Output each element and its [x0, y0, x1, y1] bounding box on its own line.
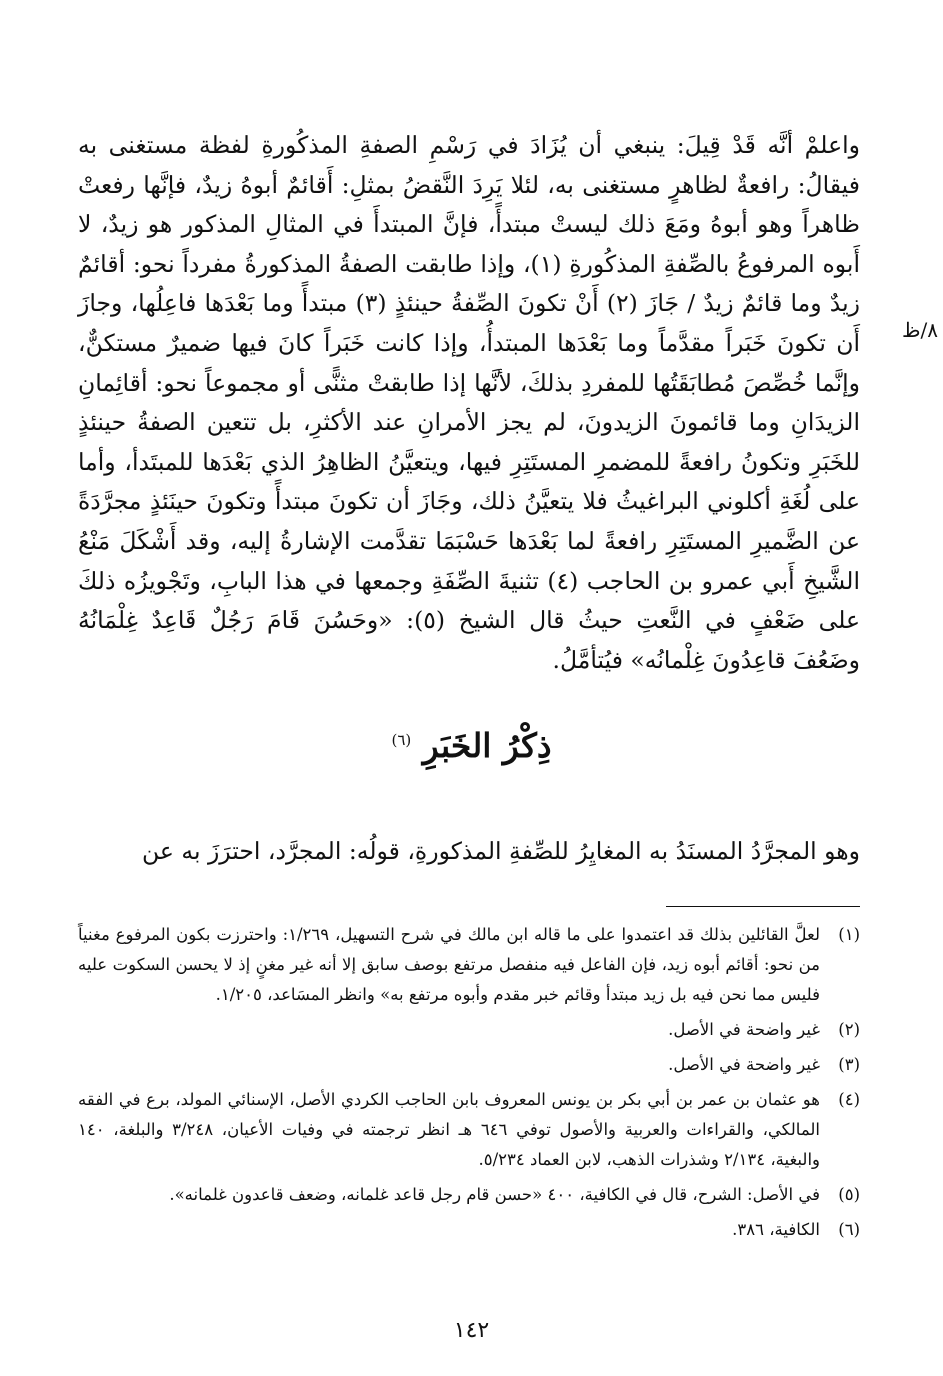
footnote-text: الكافية، ٣٨٦. [732, 1220, 820, 1239]
footnote-number: (٢) [838, 1020, 860, 1039]
manuscript-folio-mark: ٨/ظ [902, 318, 938, 342]
footnote [78, 920, 860, 1010]
footnote-number: (٦) [838, 1220, 860, 1239]
section-paragraph: وهو المجرَّدُ المسنَدُ به المغايِرُ للصِّفةِ المذكورةِ، قولُه: المجرَّد، احترَزَ به عن [141, 837, 860, 865]
footnote-number: (٤) [838, 1090, 860, 1109]
page-number: ١٤٢ [453, 1318, 490, 1343]
footnote-number: (٥) [838, 1185, 860, 1204]
footnotes-list [78, 920, 860, 1250]
footnote [78, 1180, 860, 1210]
footnote-number: (٣) [838, 1055, 860, 1074]
footnote-text: غير واضحة في الأصل. [668, 1020, 820, 1039]
section-heading-footnote-ref: (٦) [391, 731, 412, 749]
main-paragraph: واعلمْ أنَّه قَدْ قِيلَ: ينبغي أن يُزَادَ في رَسْمِ الصفةِ المذكُورةِ لفظة مستغنى به فيقالُ: رافعةٌ لظاهرٍ مستغنى به، لئلا يَرِدَ النَّقضُ بمثلِ: أَقائمٌ أبوهُ زيدٌ، فإنَّها رفعتْ ظاهراً وهو أبوهُ ومَعَ ذلك ليستْ مبتدأً، فإنَّ المبتدأَ في المثالِ المذكور هو زيدٌ، لا أَبوه المرفوعُ بالصِّفةِ المذكُورةِ (١)، وإذا طابقت الصفةُ المذكورةُ مفرداً نحو: أقائمٌ زيدٌ وما قائمٌ زيدٌ / جَازَ (٢) أَنْ تكونَ الصِّفةُ حينئذٍ (٣) مبتدأً وما بَعْدَها فاعِلُها، وجازَ أَن تكونَ خَبَراً مقدَّماً وما بَعْدَها المبتدأُ، وإذا كانت خَبَراً كانَ فيها ضميرٌ مستكنٌّ، وإنَّما خُصِّصَ مُطابَقَتُها للمفردِ بذلكَ، لأنَّها إذا طابقتْ مثنًّى أو مجموعاً نحو: أقائِمانِ الزيدَانِ وما قائمونَ الزيدونَ، لم يجز الأمرانِ عند الأكثرِ، بل تتعين الصفةُ حينئذٍ للخَبَرِ وتكونُ رافعةً للمضمرِ المستَتِرِ فيها، ويتعيَّنُ الظاهِرُ الذي بَعْدَها للمبتَدأ، وأما على لُغَةِ أكلوني البراغيثُ فلا يتعيَّنُ ذلك، وجَازَ أن تكونَ مبتدأً وتكونَ حينَئذٍ مجرَّدَةً عن الضَّميرِ المستَتِرِ رافعةً لما بَعْدَها حَسْبَمَا تقدَّمت الإشارةُ إليه، وقد أَشْكَلَ مَنْعُ الشَّيخِ أَبي عمرو بن الحاجب (٤) تثنيةَ الصِّفَةِ وجمعها في هذا البابِ، وتَجْويزُه ذلكَ على ضَعْفٍ في النَّعتِ حيثُ قال الشيخ (٥): «وحَسُنَ قَامَ رَجُلٌ قَاعِدٌ غِلْمَانُهُ وضَعُفَ قاعِدُونَ غِلْمانُه» فيُتأمَّلُ. [78, 131, 860, 674]
footnote [78, 1015, 860, 1045]
footnote-text: في الأصل: الشرح، قال في الكافية، ٤٠٠ «حسن قام رجل قاعد غلمانه، وضعف قاعدون غلمانه». [169, 1185, 820, 1204]
footnote-separator [666, 906, 860, 907]
footnote-text: غير واضحة في الأصل. [668, 1055, 820, 1074]
footnote [78, 1050, 860, 1080]
footnote [78, 1085, 860, 1175]
section-heading-text: ذِكْرُ الخَبَرِ [422, 726, 552, 765]
footnote [78, 1215, 860, 1245]
footnote-text: لعلَّ القائلين بذلك قد اعتمدوا على ما قاله ابن مالك في شرح التسهيل، ١/٢٦٩: واحترزت بكون المرفوع مغنياً من نحو: أقائم أبوه زيد، فإن الفاعل فيه منفصل مرتفع بوصف سابق إلا أنه غير مغنٍ إذ لا يحسن السكوت عليه فليس مما نحن فيه بل زيد مبتدأ وقائم خبر مقدم وأبوه مرتفع به» وانظر المسَاعد، ١/٢٠٥. [78, 925, 821, 1004]
footnote-number: (١) [838, 925, 860, 944]
section-heading [0, 726, 943, 765]
footnote-text: هو عثمان بن عمر بن أبي بكر بن يونس المعروف بابن الحاجب الكردي الأصل، الإسنائي المولد، برع في الفقه المالكي، والقراءات والعربية والأصول توفي ٦٤٦ هـ انظر ترجمته في وفيات الأعيان، ٣/٢٤٨ والبلغة، ١٤٠ والبغية، ٢/١٣٤ وشذرات الذهب، لابن العماد ٥/٢٣٤. [78, 1090, 820, 1169]
